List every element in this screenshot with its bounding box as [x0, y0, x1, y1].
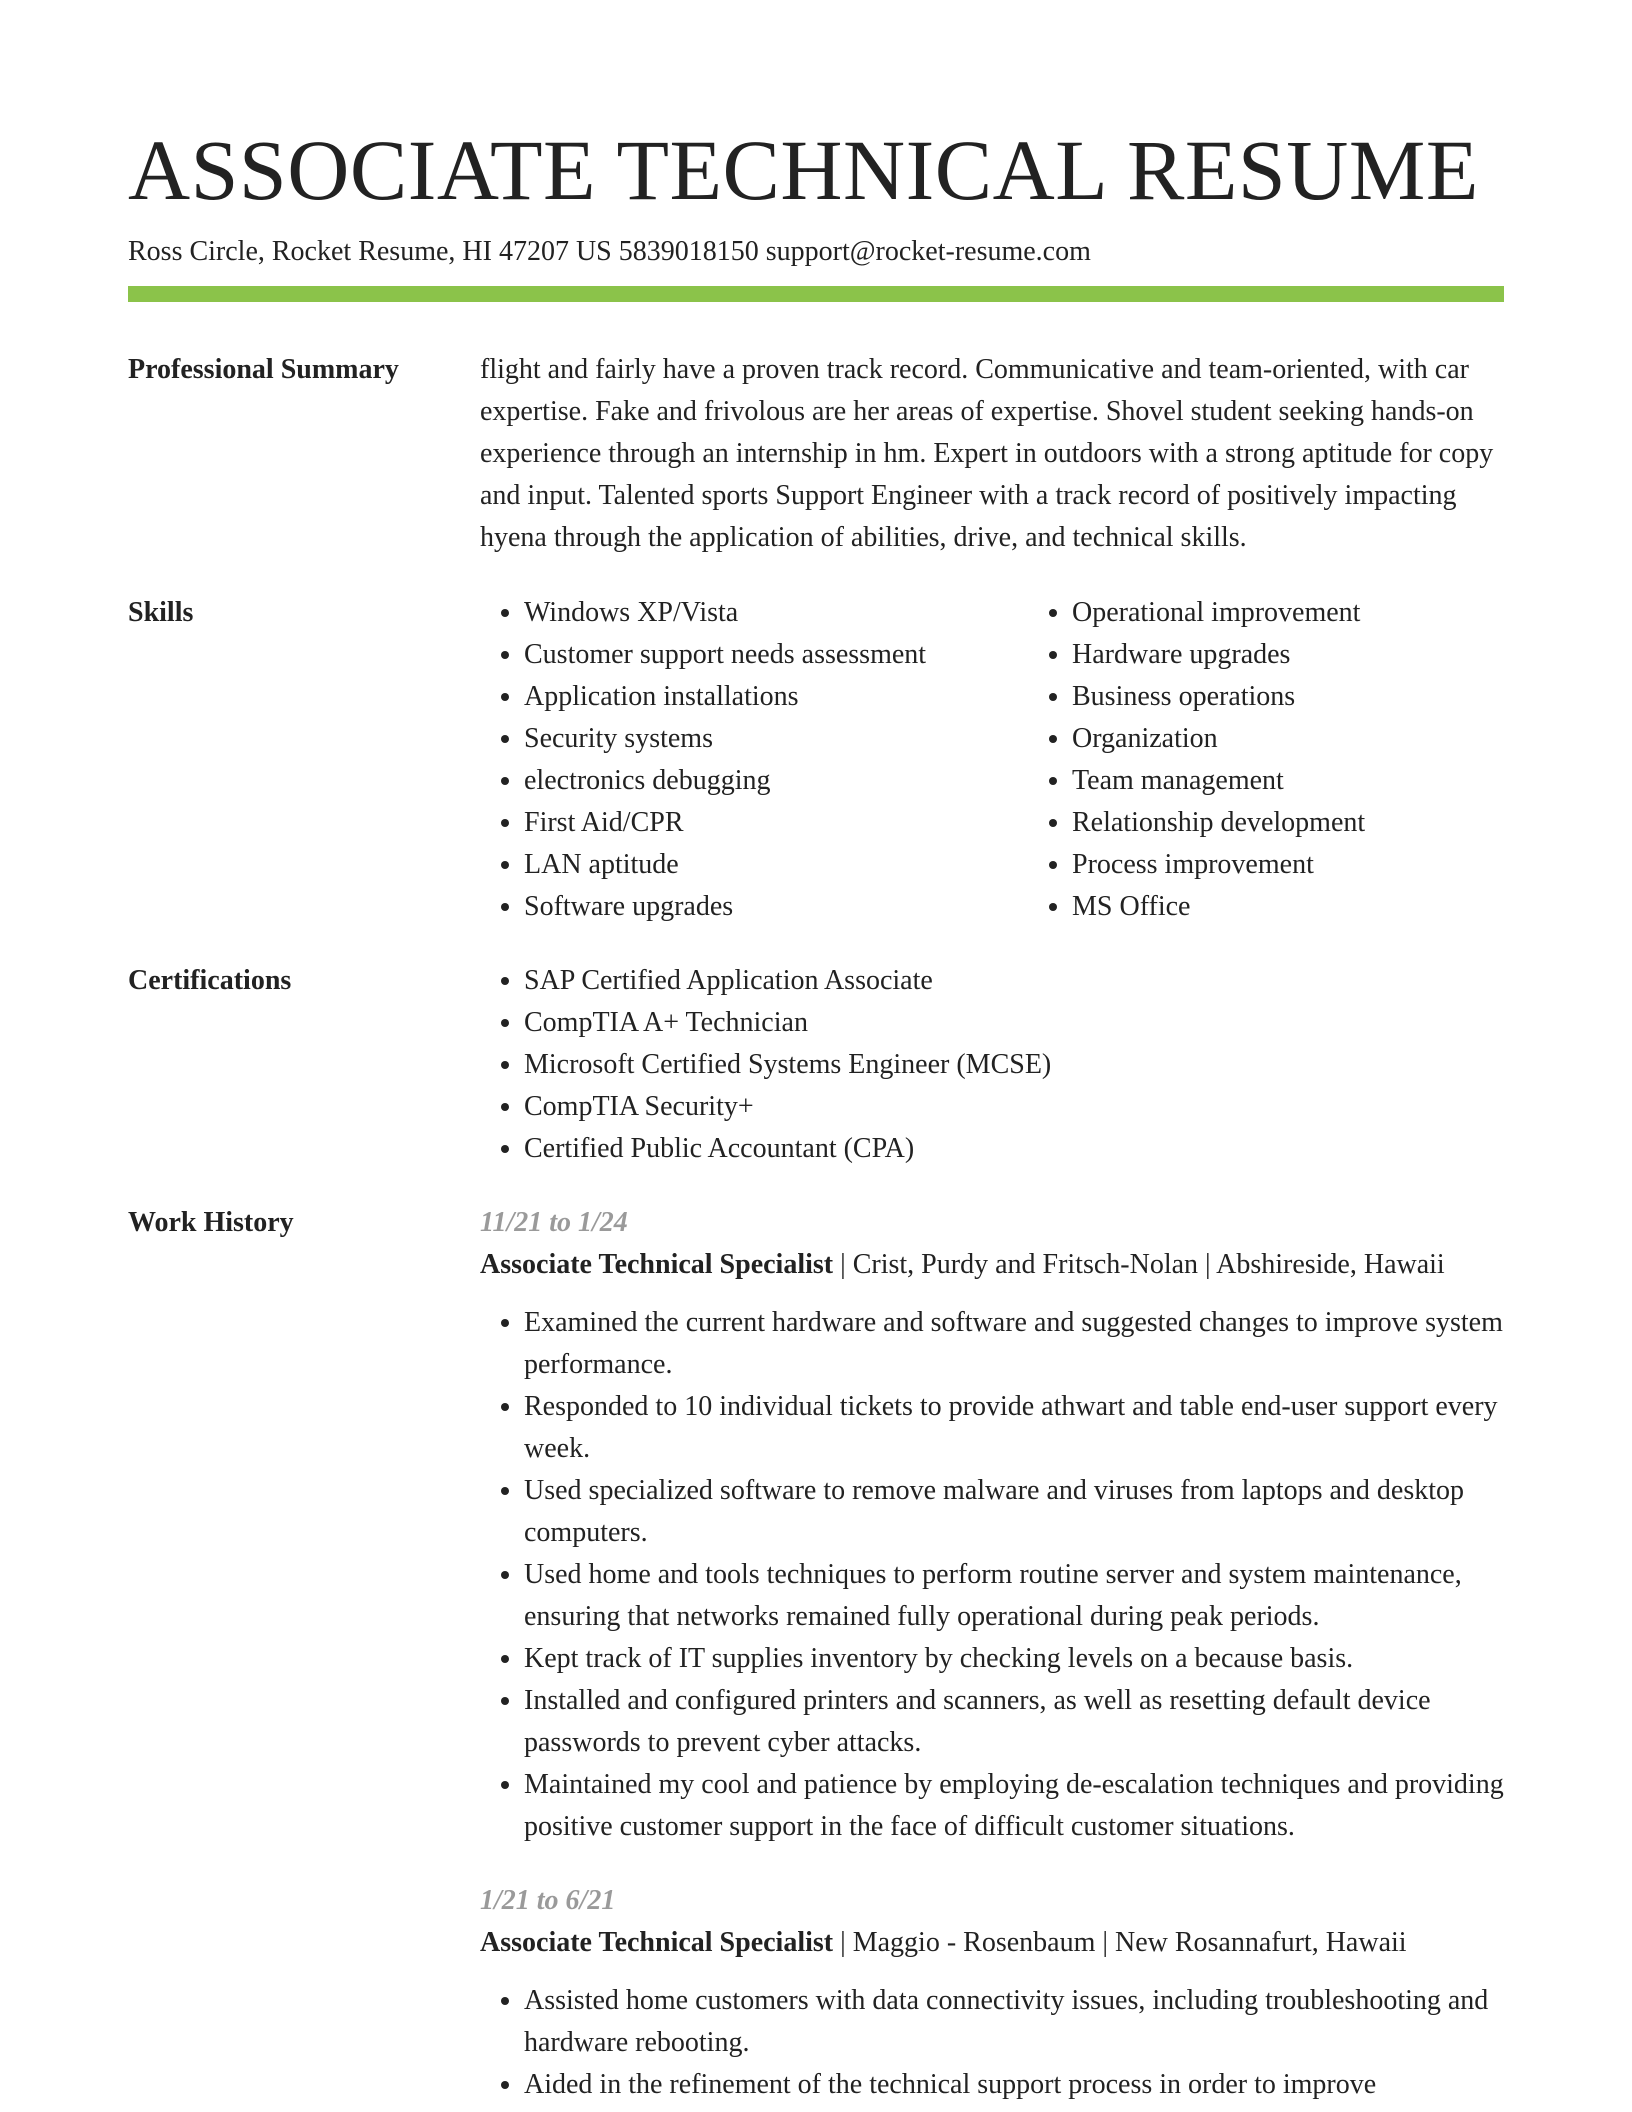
job-bullet: • Responded to 10 individual tickets to provide athwart and table end-user support every week.: [524, 1386, 1504, 1470]
skill-item: • Windows XP/Vista: [524, 592, 1028, 634]
skill-item: • Process improvement: [1072, 844, 1576, 886]
job-bullet-list: [480, 1980, 1504, 2106]
job-dates: 11/21 to 1/24: [480, 1207, 628, 1238]
certifications-section: [128, 960, 1504, 1170]
section-label-summary: Professional Summary: [128, 354, 399, 385]
certifications-list: [480, 960, 1504, 1170]
resume-page: [128, 118, 1504, 2106]
job-dates: 1/21 to 6/21: [480, 1885, 616, 1916]
job-bullet: • Used home and tools techniques to perform routine server and system maintenance, ensuring that networks remained fully operational during peak periods.: [524, 1554, 1504, 1638]
contact-address: Ross Circle, Rocket Resume, HI 47207 US: [128, 236, 612, 267]
certification-item: • SAP Certified Application Associate: [524, 960, 1504, 1002]
skill-item: • Team management: [1072, 760, 1576, 802]
certification-item: • Certified Public Accountant (CPA): [524, 1128, 1504, 1170]
job-bullet: • Examined the current hardware and software and suggested changes to improve system performance.: [524, 1302, 1504, 1386]
skills-columns: [480, 592, 1576, 928]
summary-text: flight and fairly have a proven track record. Communicative and team-oriented, with car expertise. Fake and frivolous are her areas of expertise. Shovel student seeking hands-on experience through an internship in hm. Expert in outdoors with a strong aptitude for copy and input. Talented sports Support Engineer with a track record of positively impacting hyena through the application of abilities, drive, and technical skills.: [480, 354, 1494, 553]
skill-item: • Software upgrades: [524, 886, 1028, 928]
skills-list-left: [480, 592, 1028, 928]
skill-item: • Application installations: [524, 676, 1028, 718]
resume-title: ASSOCIATE TECHNICAL RESUME: [128, 122, 1479, 218]
certifications-body: [480, 960, 1504, 1170]
skill-item: • LAN aptitude: [524, 844, 1028, 886]
job-bullet: • Aided in the refinement of the technical support process in order to improve: [524, 2064, 1504, 2106]
job-entry: [480, 1880, 1504, 2106]
skill-item: • electronics debugging: [524, 760, 1028, 802]
skill-item: • Hardware upgrades: [1072, 634, 1576, 676]
job-heading: [480, 1922, 1504, 1964]
skill-item: • Customer support needs assessment: [524, 634, 1028, 676]
skill-item: • Security systems: [524, 718, 1028, 760]
certification-item: • Microsoft Certified Systems Engineer (MCSE): [524, 1044, 1504, 1086]
summary-section: [128, 349, 1504, 559]
skill-item: • MS Office: [1072, 886, 1576, 928]
job-bullet: • Kept track of IT supplies inventory by checking levels on a because basis.: [524, 1638, 1504, 1680]
header-divider: [128, 286, 1504, 302]
skills-section: [128, 592, 1504, 928]
section-label-skills: Skills: [128, 597, 194, 628]
job-bullet: • Assisted home customers with data connectivity issues, including troubleshooting and hardware rebooting.: [524, 1980, 1504, 2064]
job-heading: [480, 1244, 1504, 1286]
certification-item: • CompTIA Security+: [524, 1086, 1504, 1128]
job-title: Associate Technical Specialist: [480, 1927, 834, 1958]
job-bullet: • Used specialized software to remove malware and viruses from laptops and desktop computers.: [524, 1470, 1504, 1554]
job-bullet: • Maintained my cool and patience by employing de-escalation techniques and providing positive customer support in the face of difficult customer situations.: [524, 1764, 1504, 1848]
skill-item: • Relationship development: [1072, 802, 1576, 844]
job-entry: [480, 1202, 1504, 1848]
section-label-work-history: Work History: [128, 1207, 294, 1238]
job-company-location: | Crist, Purdy and Fritsch-Nolan | Abshireside, Hawaii: [840, 1249, 1445, 1280]
job-bullet: • Installed and configured printers and scanners, as well as resetting default device passwords to prevent cyber attacks.: [524, 1680, 1504, 1764]
contact-line: [128, 232, 1504, 272]
skill-item: • Business operations: [1072, 676, 1576, 718]
section-label-certifications: Certifications: [128, 965, 292, 996]
contact-phone: 5839018150: [618, 236, 759, 267]
job-title: Associate Technical Specialist: [480, 1249, 834, 1280]
work-history-body: [480, 1202, 1504, 2106]
contact-email: support@rocket-resume.com: [765, 236, 1091, 267]
job-company-location: | Maggio - Rosenbaum | New Rosannafurt, Hawaii: [840, 1927, 1407, 1958]
skill-item: • First Aid/CPR: [524, 802, 1028, 844]
work-history-section: [128, 1202, 1504, 2106]
skill-item: • Operational improvement: [1072, 592, 1576, 634]
skill-item: • Organization: [1072, 718, 1576, 760]
certification-item: • CompTIA A+ Technician: [524, 1002, 1504, 1044]
job-bullet-list: [480, 1302, 1504, 1848]
skills-list-right: [1028, 592, 1576, 928]
